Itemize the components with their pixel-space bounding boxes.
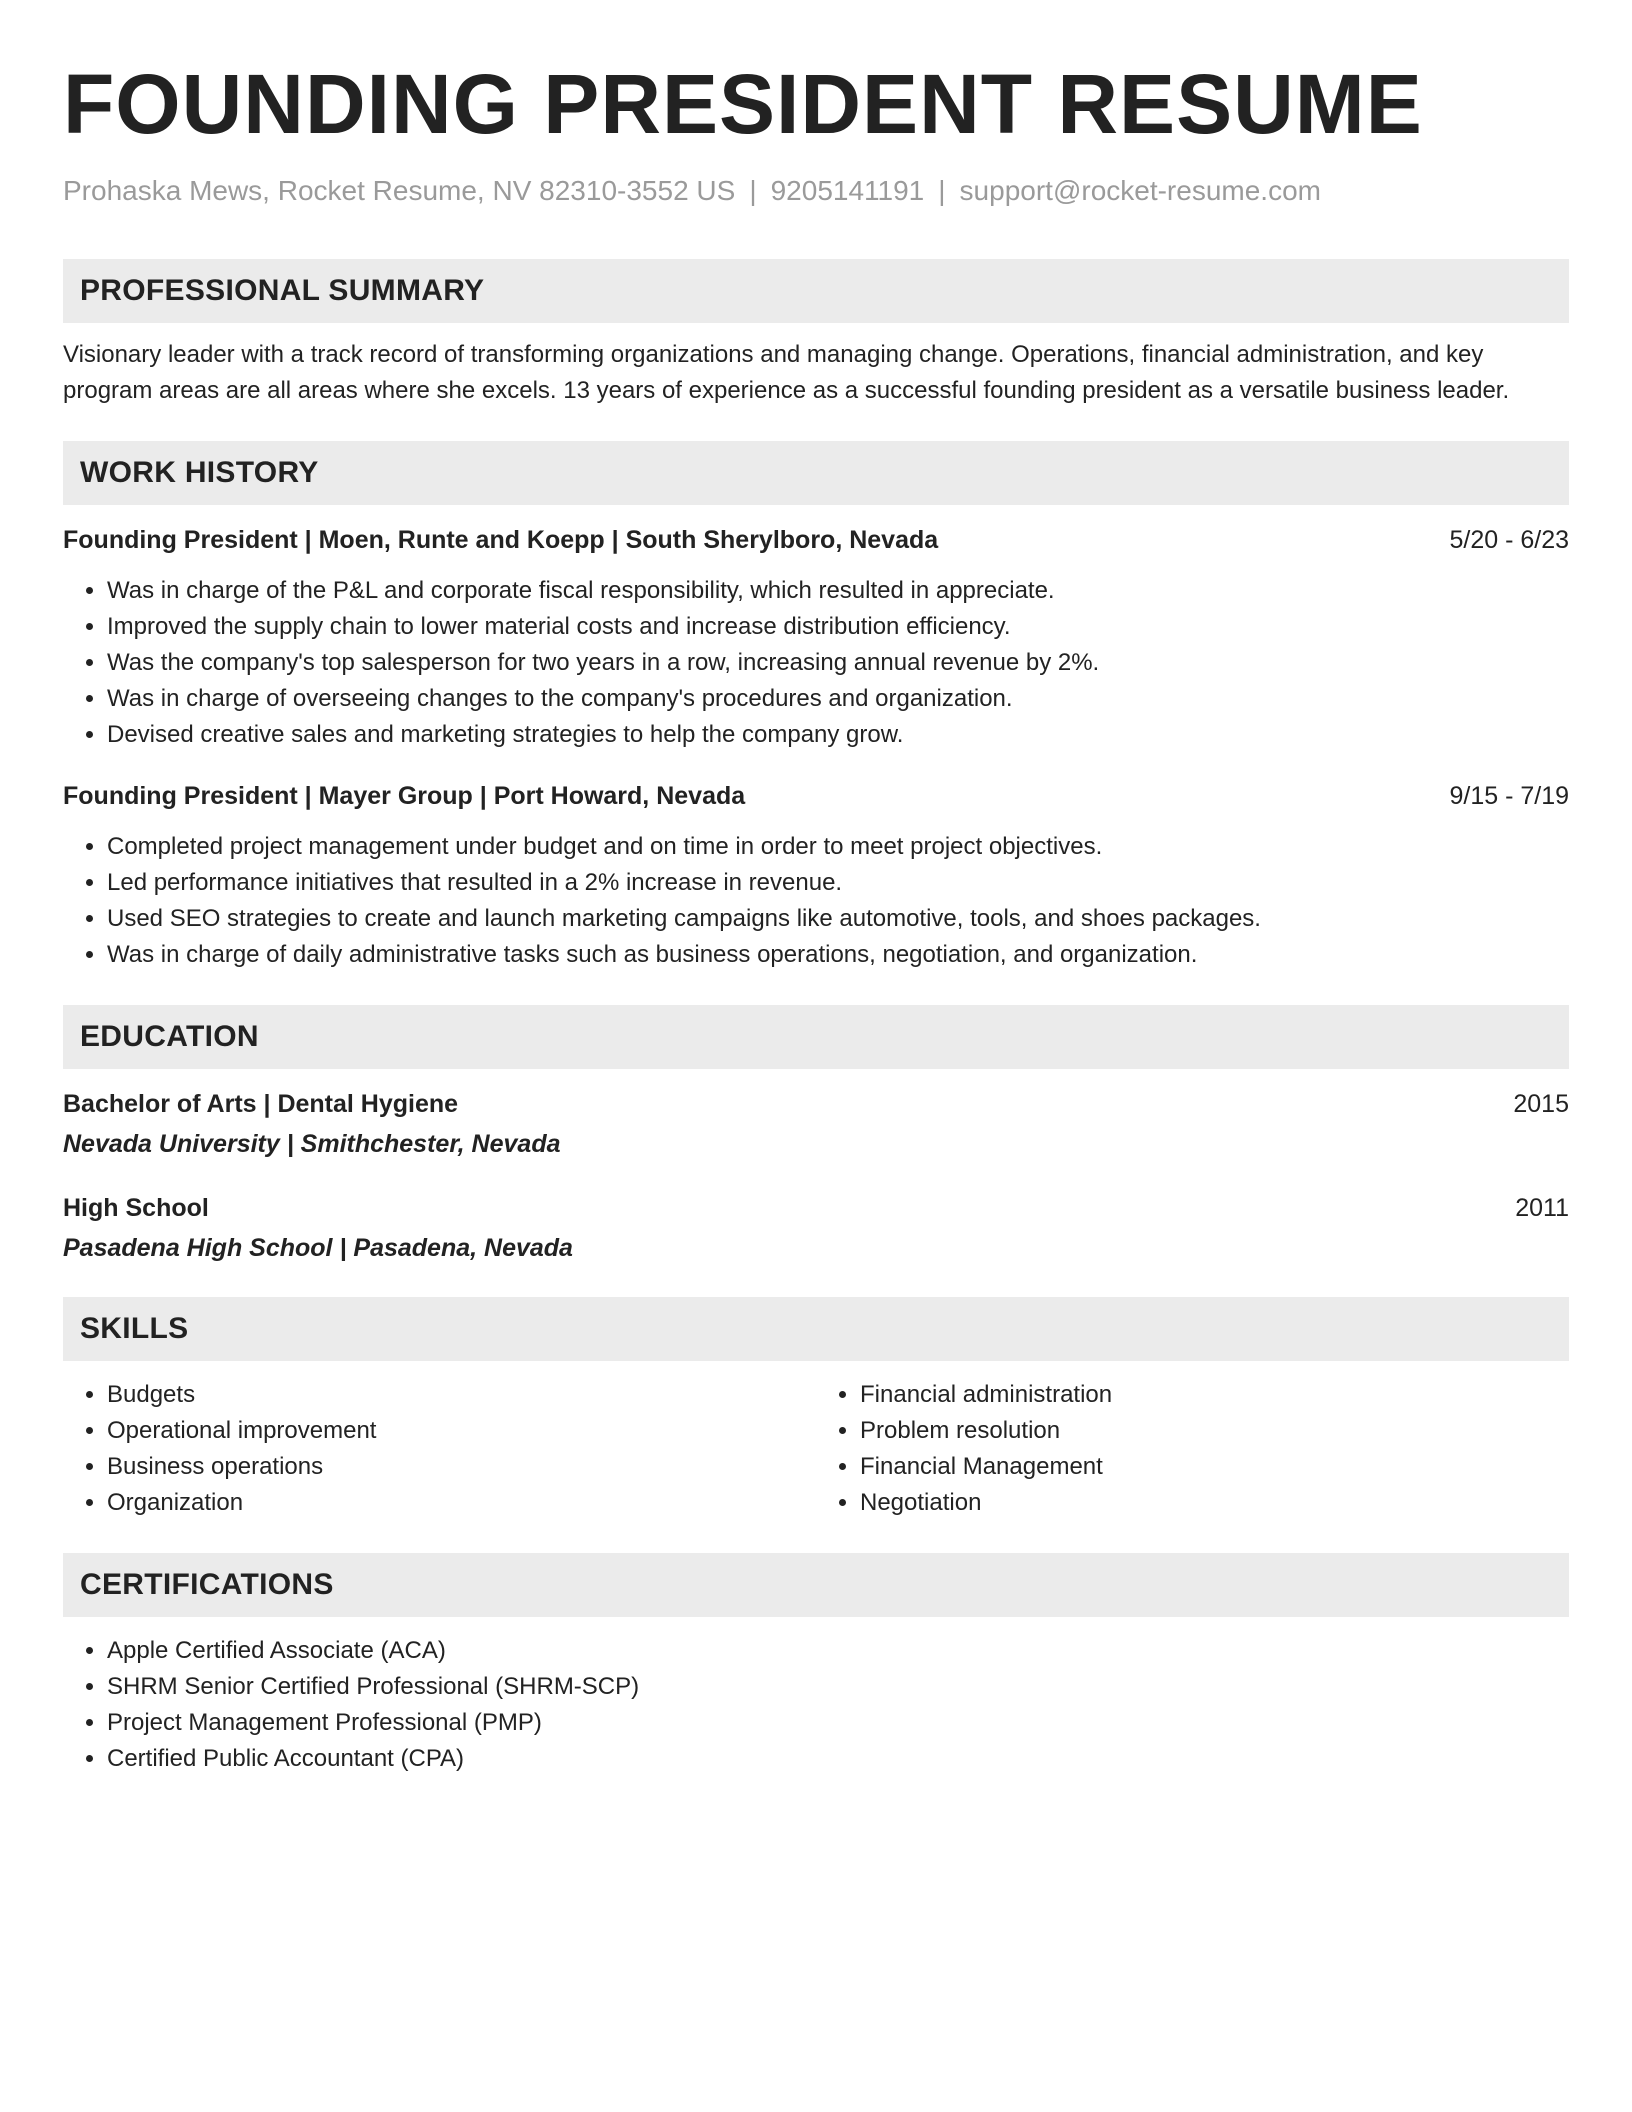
section-header-certifications: CERTIFICATIONS (63, 1553, 1569, 1617)
job-dates: 5/20 - 6/23 (1449, 526, 1569, 554)
job-dates: 9/15 - 7/19 (1449, 782, 1569, 810)
skill-item: • Operational improvement (107, 1413, 816, 1449)
education-entry (63, 1087, 1569, 1161)
job-header (63, 779, 1569, 813)
certification-item: • Project Management Professional (PMP) (107, 1705, 1569, 1741)
job-bullet: • Was in charge of daily administrative tasks such as business operations, negotiation, and organization. (107, 937, 1569, 973)
certifications-list (63, 1633, 1569, 1777)
certification-item: • Certified Public Accountant (CPA) (107, 1741, 1569, 1777)
job-bullet: • Was in charge of overseeing changes to the company's procedures and organization. (107, 681, 1569, 717)
section-header-education: EDUCATION (63, 1005, 1569, 1069)
job-bullet: • Used SEO strategies to create and launch marketing campaigns like automotive, tools, and shoes packages. (107, 901, 1569, 937)
job-title: Founding President | Mayer Group | Port Howard, Nevada (63, 782, 746, 810)
skill-item: • Budgets (107, 1377, 816, 1413)
section-header-work-history: WORK HISTORY (63, 441, 1569, 505)
phone-number: 9205141191 (770, 175, 925, 206)
contact-line (63, 174, 1569, 208)
school-name: Pasadena High School | Pasadena, Nevada (63, 1234, 573, 1262)
skills-grid (63, 1377, 1569, 1521)
degree-title: Bachelor of Arts | Dental Hygiene (63, 1090, 459, 1118)
certification-bullets (63, 1633, 1569, 1777)
section-header-skills: SKILLS (63, 1297, 1569, 1361)
job-bullets (63, 829, 1569, 973)
education-header (63, 1191, 1569, 1225)
address: Prohaska Mews, Rocket Resume, NV 82310-3552 US (63, 175, 736, 206)
job-entry (63, 779, 1569, 973)
job-bullet: • Led performance initiatives that resulted in a 2% increase in revenue. (107, 865, 1569, 901)
skills-column-left (63, 1377, 816, 1521)
email-address: support@rocket-resume.com (959, 175, 1321, 206)
skill-item: • Organization (107, 1485, 816, 1521)
job-header (63, 523, 1569, 557)
school-name: Nevada University | Smithchester, Nevada (63, 1130, 561, 1158)
section-header-summary: PROFESSIONAL SUMMARY (63, 259, 1569, 323)
job-bullet: • Was the company's top salesperson for two years in a row, increasing annual revenue by 2%. (107, 645, 1569, 681)
education-entry (63, 1191, 1569, 1265)
job-bullet: • Improved the supply chain to lower material costs and increase distribution efficiency. (107, 609, 1569, 645)
certification-item: • SHRM Senior Certified Professional (SHRM-SCP) (107, 1669, 1569, 1705)
certification-item: • Apple Certified Associate (ACA) (107, 1633, 1569, 1669)
graduation-year: 2015 (1513, 1090, 1569, 1118)
job-bullet: • Devised creative sales and marketing strategies to help the company grow. (107, 717, 1569, 753)
job-entry (63, 523, 1569, 753)
graduation-year: 2011 (1515, 1194, 1569, 1222)
skill-item: • Financial Management (860, 1449, 1569, 1485)
degree-title: High School (63, 1194, 209, 1222)
job-title: Founding President | Moen, Runte and Koepp | South Sherylboro, Nevada (63, 526, 939, 554)
education-header (63, 1087, 1569, 1121)
job-bullet: • Completed project management under budget and on time in order to meet project objectives. (107, 829, 1569, 865)
skill-item: • Negotiation (860, 1485, 1569, 1521)
contact-separator: | (749, 175, 757, 206)
skill-item: • Business operations (107, 1449, 816, 1485)
job-bullet: • Was in charge of the P&L and corporate fiscal responsibility, which resulted in appreciate. (107, 573, 1569, 609)
job-bullets (63, 573, 1569, 753)
summary-text: Visionary leader with a track record of transforming organizations and managing change. Operations, financial administration, and key program areas are all areas where she excels. 13 years of experience as a successful founding president as a versatile business leader. (63, 341, 1510, 404)
resume-title: FOUNDING PRESIDENT RESUME (63, 57, 1423, 151)
skills-column-right (816, 1377, 1569, 1521)
skill-item: • Problem resolution (860, 1413, 1569, 1449)
contact-separator: | (938, 175, 946, 206)
skill-item: • Financial administration (860, 1377, 1569, 1413)
